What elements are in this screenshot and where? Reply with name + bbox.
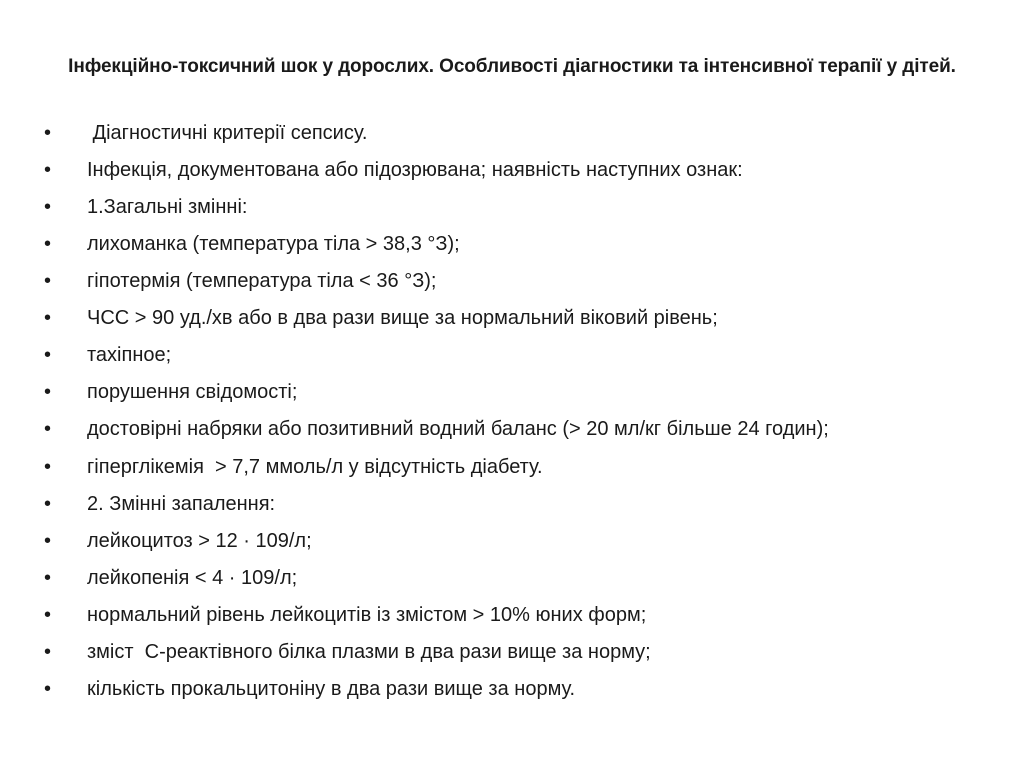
- bullet-icon: •: [44, 344, 52, 366]
- bullet-icon: •: [44, 381, 52, 403]
- list-item-text: тахіпное;: [87, 344, 172, 366]
- list-item: [44, 414, 944, 444]
- list-item: [44, 489, 944, 519]
- bullet-icon: •: [44, 641, 52, 663]
- list-item-text: гіпотермія (температура тіла < 36 °З);: [87, 270, 437, 292]
- list-item-text: нормальний рівень лейкоцитів із змістом > 10% юних форм;: [87, 604, 647, 626]
- list-item-text: кількість прокальцитоніну в два рази вище за норму.: [87, 678, 576, 700]
- list-item: [44, 303, 944, 333]
- bullet-icon: •: [44, 159, 52, 181]
- list-item: [44, 118, 944, 148]
- list-item: [44, 377, 944, 407]
- bullet-icon: •: [44, 530, 52, 552]
- list-item: [44, 563, 944, 593]
- list-item-text: 2. Змінні запалення:: [87, 493, 276, 515]
- bullet-list: [44, 118, 944, 711]
- bullet-icon: •: [44, 678, 52, 700]
- list-item-text: Діагностичні критерії сепсису.: [87, 122, 368, 144]
- list-item: [44, 526, 944, 556]
- list-item-text: достовірні набряки або позитивний водний баланс (> 20 мл/кг більше 24 годин);: [87, 418, 829, 440]
- list-item-text: Інфекція, документована або підозрювана; наявність наступних ознак:: [87, 159, 743, 181]
- bullet-icon: •: [44, 604, 52, 626]
- bullet-icon: •: [44, 493, 52, 515]
- list-item-text: гіперглікемія > 7,7 ммоль/л у відсутність діабету.: [87, 456, 543, 478]
- bullet-icon: •: [44, 196, 52, 218]
- list-item: [44, 266, 944, 296]
- bullet-icon: •: [44, 122, 52, 144]
- list-item-text: ЧСС > 90 уд./хв або в два рази вище за нормальний віковий рівень;: [87, 307, 718, 329]
- list-item-text: зміст С-реактівного білка плазми в два рази вище за норму;: [87, 641, 651, 663]
- bullet-icon: •: [44, 307, 52, 329]
- list-item-text: порушення свідомості;: [87, 381, 298, 403]
- list-item: [44, 600, 944, 630]
- bullet-icon: •: [44, 233, 52, 255]
- list-item-text: лейкоцитоз > 12 · 109/л;: [87, 530, 312, 552]
- list-item: [44, 192, 944, 222]
- slide-title: Інфекційно-токсичний шок у дорослих. Особливості діагностики та інтенсивної терапії у дітей.: [68, 56, 956, 77]
- bullet-icon: •: [44, 567, 52, 589]
- list-item: [44, 637, 944, 667]
- list-item-text: лейкопенія < 4 · 109/л;: [87, 567, 298, 589]
- bullet-icon: •: [44, 456, 52, 478]
- list-item-text: 1.Загальні змінні:: [87, 196, 248, 218]
- list-item-text: лихоманка (температура тіла > 38,3 °З);: [87, 233, 460, 255]
- list-item: [44, 452, 944, 482]
- list-item: [44, 674, 944, 704]
- list-item: [44, 155, 944, 185]
- bullet-icon: •: [44, 270, 52, 292]
- list-item: [44, 340, 944, 370]
- bullet-icon: •: [44, 418, 52, 440]
- list-item: [44, 229, 944, 259]
